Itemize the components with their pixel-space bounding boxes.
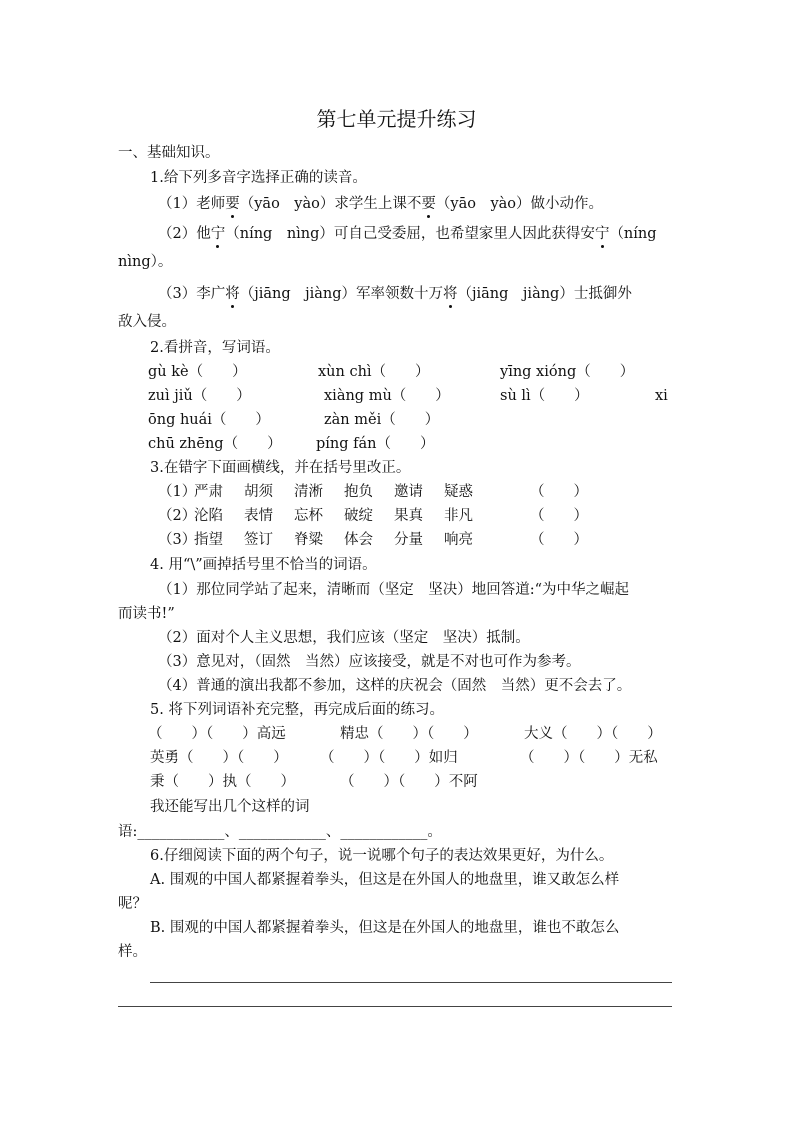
q1-sentence-1: （1）老师要（yāo yào）求学生上课不要（yāo yào）做小动作。 [158, 196, 604, 212]
idiom-blank: 英勇（ ）（ ） [150, 750, 288, 766]
emphasis-dot: 要 [225, 196, 240, 212]
q4-item-1: （1）那位同学站了起来，清晰而（坚定 坚决）地回答道:“为中华之崛起 [158, 582, 630, 598]
sentence-a: A. 围观的中国人都紧握着拳头，但这是在外国人的地盘里，谁又敢怎么样 [150, 872, 620, 888]
idiom-blank: 精忠（ ）（ ） [340, 726, 478, 742]
q3-row: （3）指望 签订 脊粱 体会 分量 响亮 （ ） [158, 532, 588, 548]
pinyin-item: xùn chì（ ） [318, 364, 430, 380]
q2-heading: 2.看拼音，写词语。 [150, 340, 280, 356]
pinyin-item: zàn měi（ ） [324, 412, 440, 428]
pinyin-item: sù lì（ ） [500, 388, 589, 404]
q1-sentence-2: （2）他宁（níng nìng）可自己受委屈，也希望家里人因此获得安宁（níng [158, 226, 657, 242]
idiom-blank: 大义（ ）（ ） [524, 726, 662, 742]
q3-row: （1）严肃 胡须 清淅 抱负 邀请 疑惑 （ ） [158, 484, 588, 500]
q5-answer-line[interactable]: 语:____________、____________、____________。 [118, 824, 442, 840]
answer-blank: （ ） [530, 532, 588, 548]
pinyin-item: yīng xióng（ ） [500, 364, 635, 380]
pinyin-item: zuì jiǔ（ ） [148, 388, 251, 404]
idiom-blank: 秉（ ）执（ ） [150, 774, 295, 790]
pinyin-item: xiàng mù（ ） [324, 388, 450, 404]
q6-heading: 6.仔细阅读下面的两个句子，说一说哪个句子的表达效果更好，为什么。 [150, 848, 614, 864]
q4-heading: 4. 用“\”画掉括号里不恰当的词语。 [150, 557, 377, 573]
idiom-blank: （ ）（ ）如归 [320, 750, 458, 766]
answer-rule[interactable] [118, 1006, 672, 1007]
sentence-b: B. 围观的中国人都紧握着拳头，但这是在外国人的地盘里，谁也不敢怎么 [150, 920, 620, 936]
q5-heading: 5. 将下列词语补充完整，再完成后面的练习。 [150, 702, 444, 718]
q1-sentence-3-cont: 敌入侵。 [118, 314, 176, 330]
q1-sentence-3: （3）李广将（jiāng jiàng）军率领数十万将（jiāng jiàng）士抵御外 [158, 286, 632, 302]
q4-item-4: （4）普通的演出我都不参加，这样的庆祝会（固然 当然）更不会去了。 [158, 678, 632, 694]
pinyin-item: xi [655, 388, 668, 404]
answer-rule[interactable] [150, 982, 672, 983]
page-title: 第七单元提升练习 [316, 107, 477, 131]
emphasis-dot: 将 [225, 286, 240, 302]
q4-item-2: （2）面对个人主义思想，我们应该（坚定 坚决）抵制。 [158, 630, 530, 646]
q3-heading: 3.在错字下面画横线，并在括号里改正。 [150, 460, 411, 476]
q5-more-prompt: 我还能写出几个这样的词 [150, 799, 310, 815]
answer-blank: （ ） [530, 484, 588, 500]
pinyin-item: chū zhēng（ ） [148, 436, 282, 452]
idiom-blank: （ ）（ ）不阿 [340, 774, 478, 790]
q1-sentence-2-cont: nìng）。 [118, 254, 173, 270]
idiom-blank: （ ）（ ）无私 [520, 750, 658, 766]
answer-blank: （ ） [530, 508, 588, 524]
sentence-b-cont: 样。 [118, 944, 147, 960]
emphasis-dot: 将 [443, 286, 458, 302]
pinyin-item: ōng huái（ ） [148, 412, 270, 428]
emphasis-dot: 宁 [594, 226, 610, 242]
q4-item-1-cont: 而读书!” [118, 606, 175, 622]
emphasis-dot: 宁 [210, 226, 226, 242]
emphasis-dot: 要 [421, 196, 436, 212]
q1-heading: 1.给下列多音字选择正确的读音。 [150, 170, 367, 186]
q4-item-3: （3）意见对，（固然 当然）应该接受，就是不对也可作为参考。 [158, 654, 581, 670]
idiom-blank: （ ）（ ）高远 [148, 726, 286, 742]
pinyin-item: gù kè（ ） [148, 364, 247, 380]
sentence-a-cont: 呢？ [118, 896, 147, 912]
pinyin-item: píng fán（ ） [316, 436, 435, 452]
q3-row: （2）沦陷 表情 忘杯 破绽 果真 非凡 （ ） [158, 508, 588, 524]
section-heading: 一、基础知识。 [118, 145, 220, 161]
